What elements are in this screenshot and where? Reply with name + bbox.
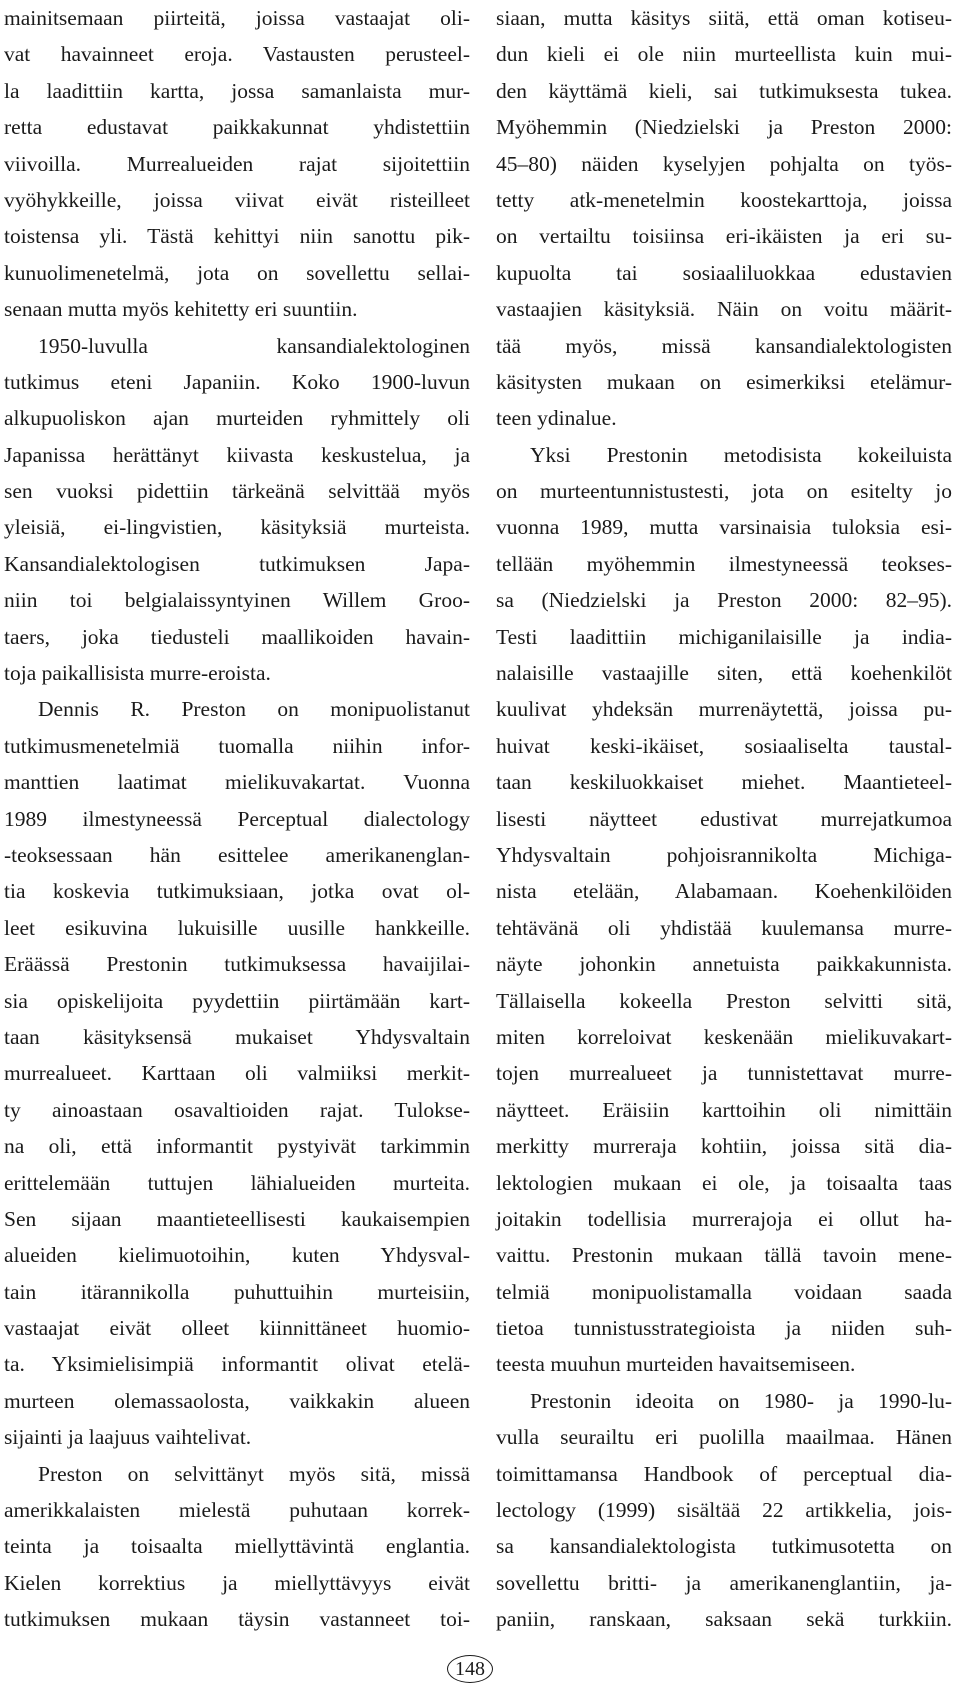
left-column-line: vyöhykkeille, joissa viivat eivät risteilleet: [4, 187, 470, 212]
right-column-line: tietoa tunnistusstrategioista ja niiden suh-: [496, 1316, 952, 1341]
right-column-line: nista etelään, Alabamaan. Koehenkilöiden: [496, 879, 952, 904]
right-column-line: paniin, ranskaan, saksaan sekä turkkiin.: [496, 1607, 952, 1632]
right-column-line: sa kansandialektologista tutkimusotetta on: [496, 1534, 952, 1559]
left-column-line: niin toi belgialaissyntyinen Willem Groo-: [4, 588, 470, 613]
right-column-line: vaittu. Prestonin mukaan tällä tavoin mene-: [496, 1243, 952, 1268]
right-column-line: nalaisille vastaajille siten, että koehenkilöt: [496, 661, 952, 686]
right-column-line: tetty atk-menetelmin koostekarttoja, joissa: [496, 187, 952, 212]
left-column-line: ta. Yksimielisimpiä informantit olivat etelä-: [4, 1352, 470, 1377]
left-column-line: vastaajat eivät olleet kiinnittäneet huomio-: [4, 1316, 470, 1341]
left-column-line: viivoilla. Murrealueiden rajat sijoitettiin: [4, 151, 470, 176]
right-column-line: kupuolta tai sosiaaliluokkaa edustavien: [496, 260, 952, 285]
left-column-line: ty ainoastaan osavaltioiden rajat. Tulokse-: [4, 1097, 470, 1122]
right-column-line: Myöhemmin (Niedzielski ja Preston 2000:: [496, 115, 952, 140]
right-column-line: sovellettu britti- ja amerikanenglantiin, ja-: [496, 1570, 952, 1595]
right-column-line: Testi laadittiin michiganilaisille ja india-: [496, 624, 952, 649]
left-column-line: 1950-luvulla kansandialektologinen: [38, 333, 470, 358]
right-column-line: tää myös, missä kansandialektologisten: [496, 333, 952, 358]
left-column-line: Kansandialektologisen tutkimuksen Japa-: [4, 551, 470, 576]
left-column-line: amerikkalaisten mielestä puhutaan korrek-: [4, 1498, 470, 1523]
right-column-line: tojen murrealueet ja tunnistettavat murre-: [496, 1061, 952, 1086]
right-column-line: Yksi Prestonin metodisista kokeiluista: [530, 442, 952, 467]
right-column-line: Yhdysvaltain pohjoisrannikolta Michiga-: [496, 842, 952, 867]
left-column-line: taers, joka tiedusteli maallikoiden havain-: [4, 624, 470, 649]
left-column-line: toja paikallisista murre-eroista.: [4, 661, 271, 686]
left-column-line: retta edustavat paikkakunnat yhdistettiin: [4, 115, 470, 140]
left-column-line: vat havainneet eroja. Vastausten perusteel-: [4, 42, 470, 67]
right-column-line: käsitysten mukaan on esimerkiksi etelämur-: [496, 369, 952, 394]
right-column-line: toimittamansa Handbook of perceptual dia-: [496, 1461, 952, 1486]
page-number: 148: [455, 1658, 485, 1680]
left-column-line: toistensa yli. Tästä kehittyi niin sanottu pik-: [4, 224, 470, 249]
right-column: [496, 0, 952, 1638]
left-column-line: senaan mutta myös kehitetty eri suuntiin.: [4, 297, 358, 322]
left-column-line: na oli, että informantit pystyivät tarkimmin: [4, 1134, 470, 1159]
right-column-line: huivat keski-ikäiset, sosiaaliselta taustal-: [496, 733, 952, 758]
left-column-line: tutkimuksen mukaan täysin vastanneet toi-: [4, 1607, 470, 1632]
right-column-line: vuonna 1989, mutta varsinaisia tuloksia esi-: [496, 515, 952, 540]
left-column-line: tutkimus eteni Japaniin. Koko 1900-luvun: [4, 369, 470, 394]
left-column-line: sen vuoksi pidettiin tärkeänä selvittää myös: [4, 479, 470, 504]
right-column-line: tellään myöhemmin ilmestyneessä teokses-: [496, 551, 952, 576]
left-column-line: Sen sijaan maantieteellisesti kaukaisempien: [4, 1206, 470, 1231]
left-column-line: teinta ja toisaalta miellyttävintä englantia.: [4, 1534, 470, 1559]
left-column-line: Kielen korrektius ja miellyttävyys eivät: [4, 1570, 470, 1595]
left-column-line: Dennis R. Preston on monipuolistanut: [38, 697, 470, 722]
right-column-line: teen ydinalue.: [496, 406, 617, 431]
right-column-line: on murteentunnistustesti, jota on esitelty jo: [496, 479, 952, 504]
left-column-line: tain itärannikolla puhuttuihin murteisiin,: [4, 1279, 470, 1304]
left-column: [4, 0, 470, 1638]
right-column-line: lectology (1999) sisältää 22 artikkelia, jois-: [496, 1498, 952, 1523]
right-column-line: sa (Niedzielski ja Preston 2000: 82–95).: [496, 588, 952, 613]
right-column-line: dun kieli ei ole niin murteellista kuin mui-: [496, 42, 952, 67]
right-column-line: näyte johonkin annetuista paikkakunnista.: [496, 952, 952, 977]
left-column-line: manttien laatimat mielikuvakartat. Vuonna: [4, 770, 470, 795]
right-column-line: telmiä monipuolistamalla voidaan saada: [496, 1279, 952, 1304]
left-column-line: murteen olemassaolosta, vaikkakin alueen: [4, 1388, 470, 1413]
left-column-line: yleisiä, ei-lingvistien, käsityksiä murteista.: [4, 515, 470, 540]
right-column-line: vulla seurailtu eri puolilla maailmaa. Hänen: [496, 1425, 952, 1450]
right-column-line: den käyttämä kieli, sai tutkimuksesta tukea.: [496, 78, 952, 103]
left-column-line: Preston on selvittänyt myös sitä, missä: [38, 1461, 470, 1486]
left-column-line: kunuolimenetelmä, jota on sovellettu sellai-: [4, 260, 470, 285]
left-column-line: murrealueet. Karttaan oli valmiiksi merkit-: [4, 1061, 470, 1086]
right-column-line: siaan, mutta käsitys siitä, että oman kotiseu-: [496, 6, 952, 30]
left-column-line: sijainti ja laajuus vaihtelivat.: [4, 1425, 252, 1450]
right-column-line: kuulivat yhdeksän murrenäytettä, joissa pu-: [496, 697, 952, 722]
right-column-line: joitakin todellisia murrerajoja ei ollut ha-: [496, 1206, 952, 1231]
left-column-line: erittelemään tuttujen lähialueiden murteita.: [4, 1170, 470, 1195]
right-column-line: lisesti näytteet edustivat murrejatkumoa: [496, 806, 952, 831]
left-column-line: leet esikuvina lukuisille uusille hankkeille.: [4, 915, 470, 940]
left-column-line: sia opiskelijoita pyydettiin piirtämään kart-: [4, 988, 470, 1013]
right-column-line: vastaajien käsityksiä. Näin on voitu määrit-: [496, 297, 952, 322]
right-column-line: näytteet. Eräisiin karttoihin oli nimittäin: [496, 1097, 952, 1122]
right-column-line: taan keskiluokkaiset miehet. Maantieteel-: [496, 770, 952, 795]
left-column-line: alkupuoliskon ajan murteiden ryhmittely oli: [4, 406, 470, 431]
left-column-line: tia koskevia tutkimuksiaan, jotka ovat ol-: [4, 879, 470, 904]
right-column-line: lektologien mukaan ei ole, ja toisaalta taas: [496, 1170, 952, 1195]
page-number-badge: [447, 1655, 493, 1683]
right-column-line: Prestonin ideoita on 1980- ja 1990-lu-: [530, 1388, 952, 1413]
left-column-line: tutkimusmenetelmiä tuomalla niihin infor-: [4, 733, 470, 758]
right-column-line: miten korreloivat keskenään mielikuvakart-: [496, 1024, 952, 1049]
left-column-line: 1989 ilmestyneessä Perceptual dialectology: [4, 806, 470, 831]
right-column-line: 45–80) näiden kyselyjen pohjalta on työs-: [496, 151, 952, 176]
left-column-line: la laadittiin kartta, jossa samanlaista mur-: [4, 78, 470, 103]
left-column-line: taan käsityksensä mukaiset Yhdysvaltain: [4, 1024, 470, 1049]
right-column-line: Tällaisella kokeella Preston selvitti sitä,: [496, 988, 952, 1013]
right-column-line: teesta muuhun murteiden havaitsemiseen.: [496, 1352, 856, 1377]
left-column-line: Eräässä Prestonin tutkimuksessa havaijilai-: [4, 952, 470, 977]
left-column-line: alueiden kielimuotoihin, kuten Yhdysval-: [4, 1243, 470, 1268]
left-column-line: -teoksessaan hän esittelee amerikanenglan-: [4, 842, 470, 867]
left-column-line: mainitsemaan piirteitä, joissa vastaajat oli-: [4, 6, 470, 30]
right-column-line: on vertailtu toisiinsa eri-ikäisten ja eri su-: [496, 224, 952, 249]
right-column-line: tehtävänä oli yhdistää kuulemansa murre-: [496, 915, 952, 940]
left-column-line: Japanissa herättänyt kiivasta keskustelua, ja: [4, 442, 470, 467]
right-column-line: merkitty murreraja kohtiin, joissa sitä dia-: [496, 1134, 952, 1159]
